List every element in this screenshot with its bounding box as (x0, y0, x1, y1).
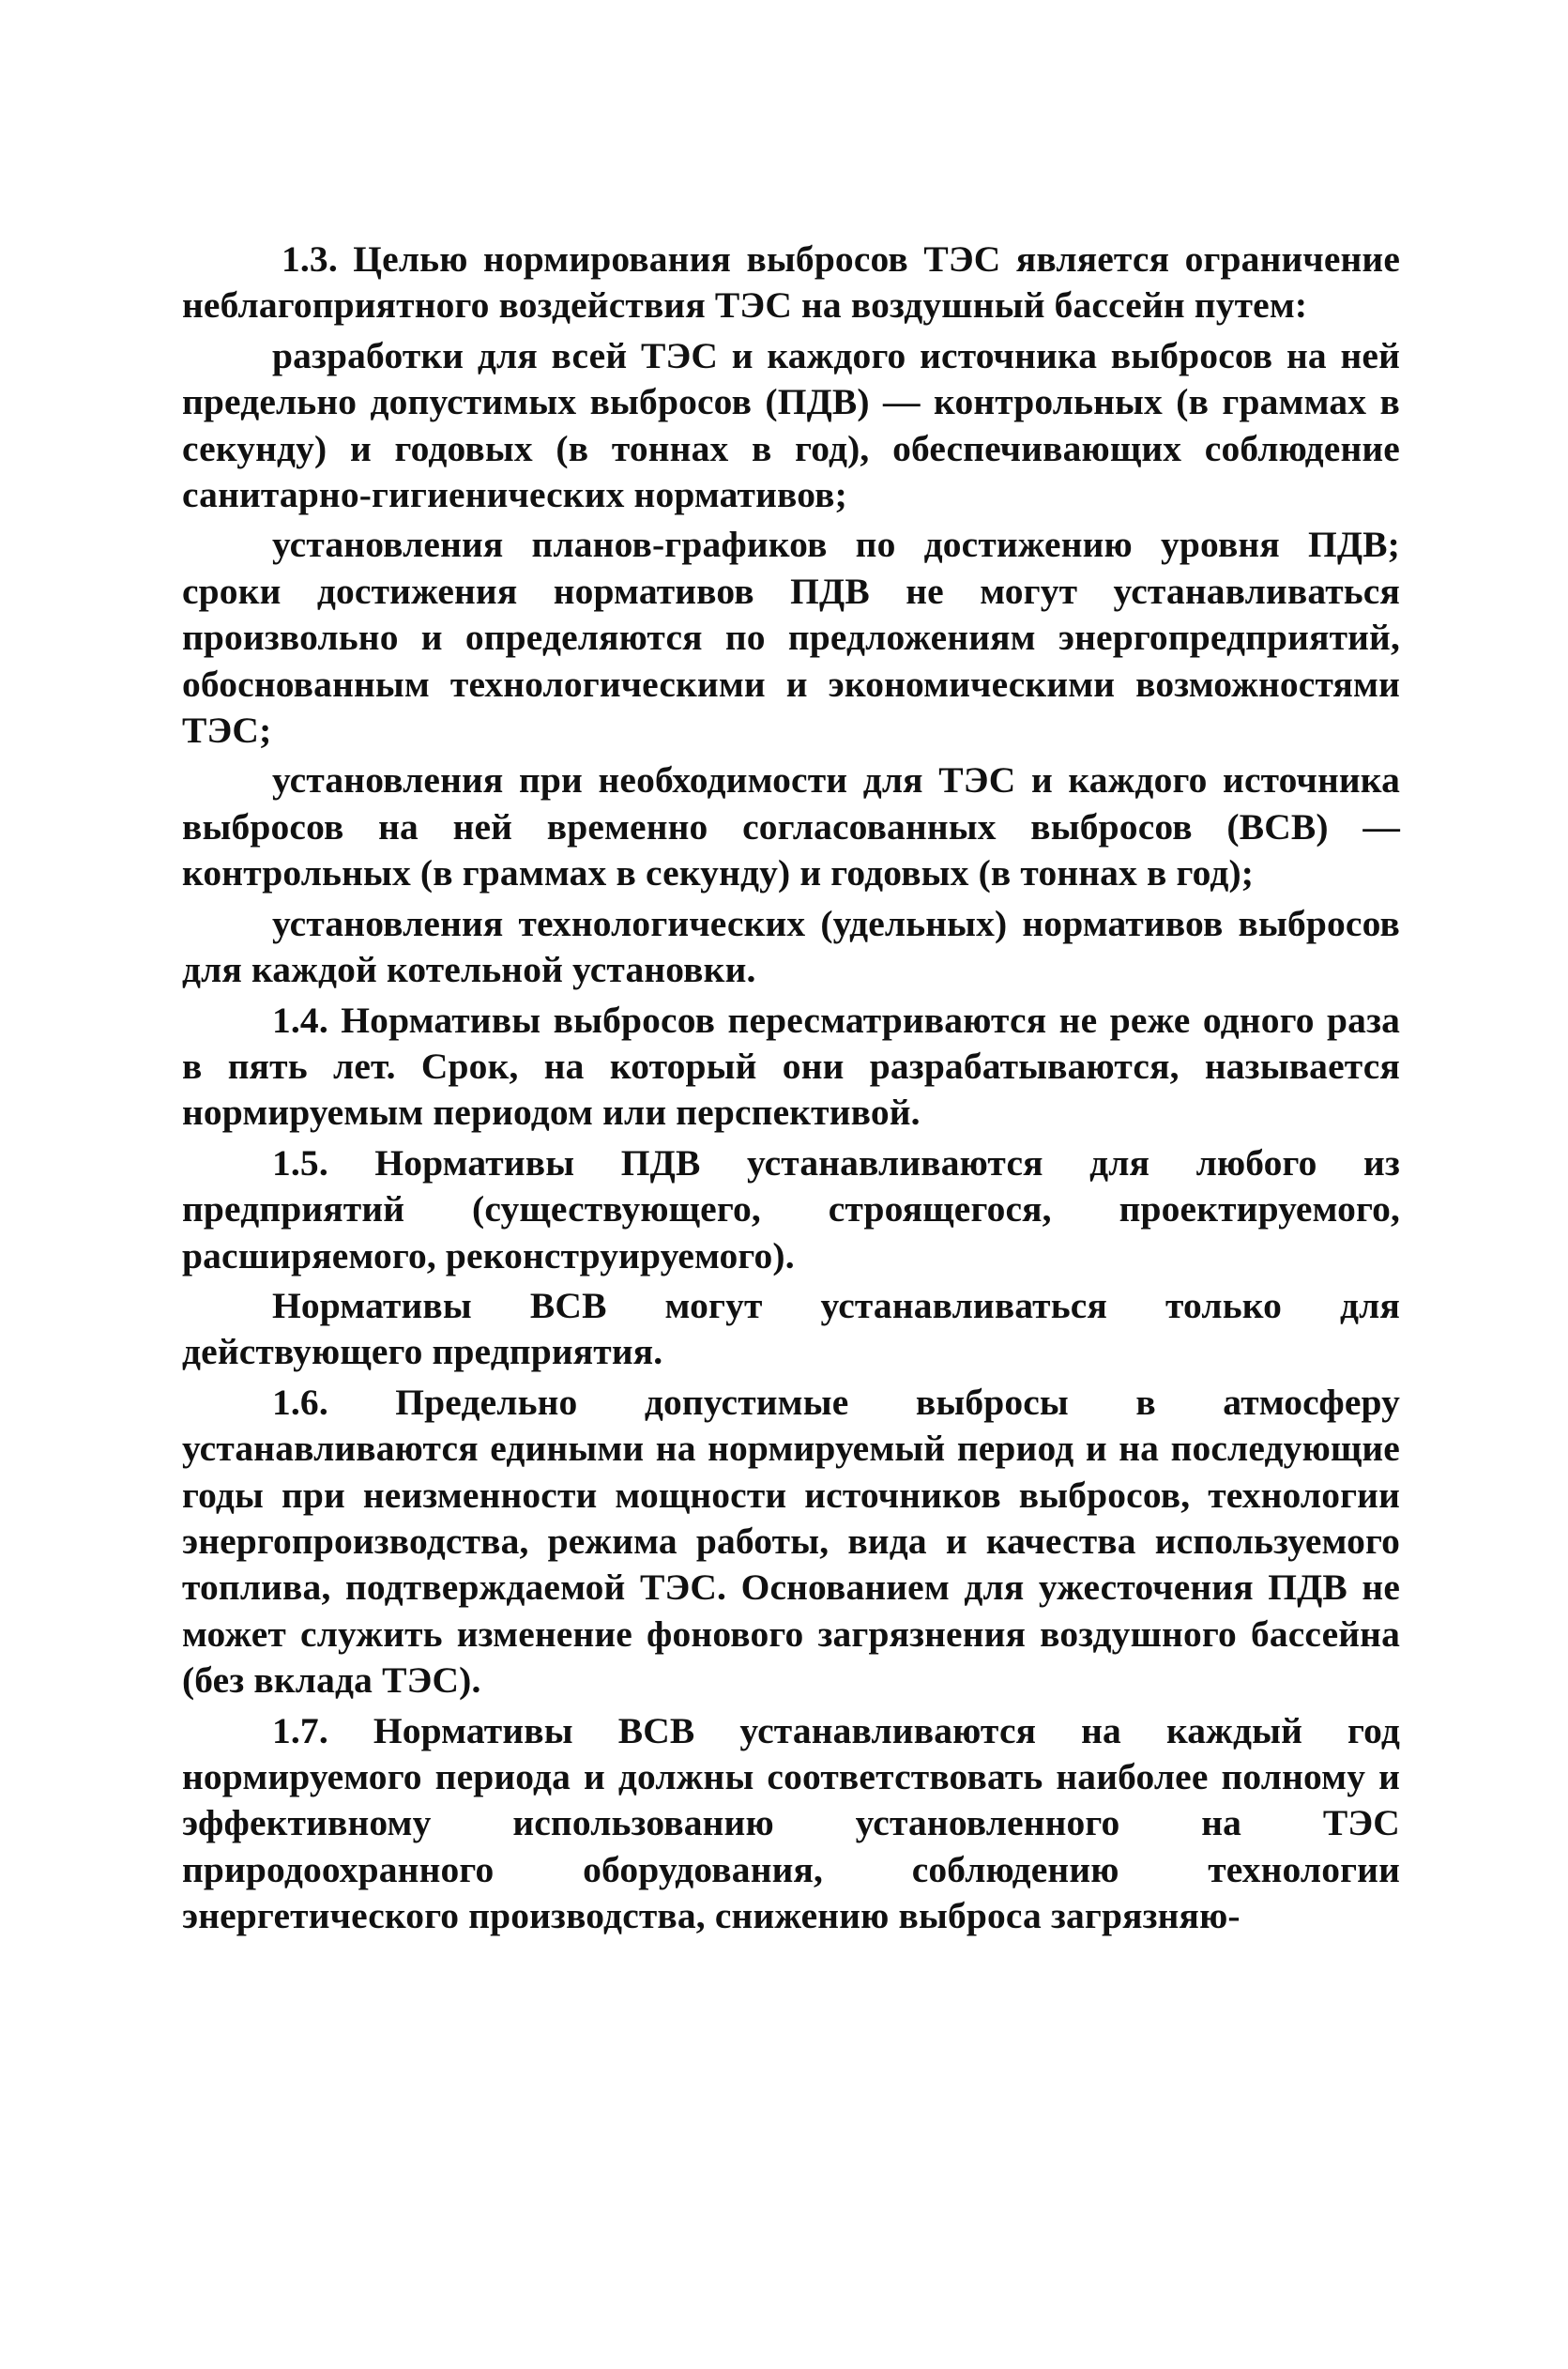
paragraph-schedules: установления планов-графиков по достижению уровня ПДВ; сроки достижения нормативов ПДВ не могут устанавливаться произвольно и определяются по предложениям энергопредприятий, обоснованным технологическими и экономическими возможностями ТЭС; (182, 524, 1400, 752)
paragraph-1-4: 1.4. Нормативы выбросов пересматриваются не реже одного раза в пять лет. Срок, на который они разрабатываются, называется нормируемым периодом или перспективой. (182, 999, 1400, 1134)
paragraph-vsv-existing: Нормативы ВСВ могут устанавливаться только для действующего предприятия. (182, 1284, 1400, 1373)
body-text (182, 237, 1400, 1944)
paragraph-technological-norms: установления технологических (удельных) нормативов выбросов для каждой котельной установки. (182, 902, 1400, 991)
paragraph-pdv-development: разработки для всей ТЭС и каждого источника выбросов на ней предельно допустимых выбросов (ПДВ) — контрольных (в граммах в секунду) и годовых (в тоннах в год), обеспечивающих соблюдение санитарно-гигиенических нормативов; (182, 334, 1400, 516)
paragraph-vsv: установления при необходимости для ТЭС и каждого источника выбросов на ней временно согласованных выбросов (ВСВ) — контрольных (в граммах в секунду) и годовых (в тоннах в год); (182, 759, 1400, 894)
paragraph-1-5: 1.5. Нормативы ПДВ устанавливаются для любого из предприятий (существующего, строящегося, проектируемого, расширяемого, реконструируемого). (182, 1141, 1400, 1276)
paragraph-1-7: 1.7. Нормативы ВСВ устанавливаются на каждый год нормируемого периода и должны соответствовать наиболее полному и эффективному использованию установленного на ТЭС природоохранного оборудования, соблюдению технологии энергетического производства, снижению выброса загрязняю- (182, 1709, 1400, 1937)
paragraph-1-6: 1.6. Предельно допустимые выбросы в атмосферу устанавливаются едиными на нормируемый период и на последующие годы при неизменности мощности источников выбросов, технологии энергопроизводства, режима работы, вида и качества используемого топлива, подтверждаемой ТЭС. Основанием для ужесточения ПДВ не может служить изменение фонового загрязнения воздушного бассейна (без вклада ТЭС). (182, 1381, 1400, 1702)
paragraph-1-3: 1.3. Целью нормирования выбросов ТЭС является ограничение неблагоприятного воздействия ТЭС на воздушный бассейн путем: (182, 238, 1400, 327)
